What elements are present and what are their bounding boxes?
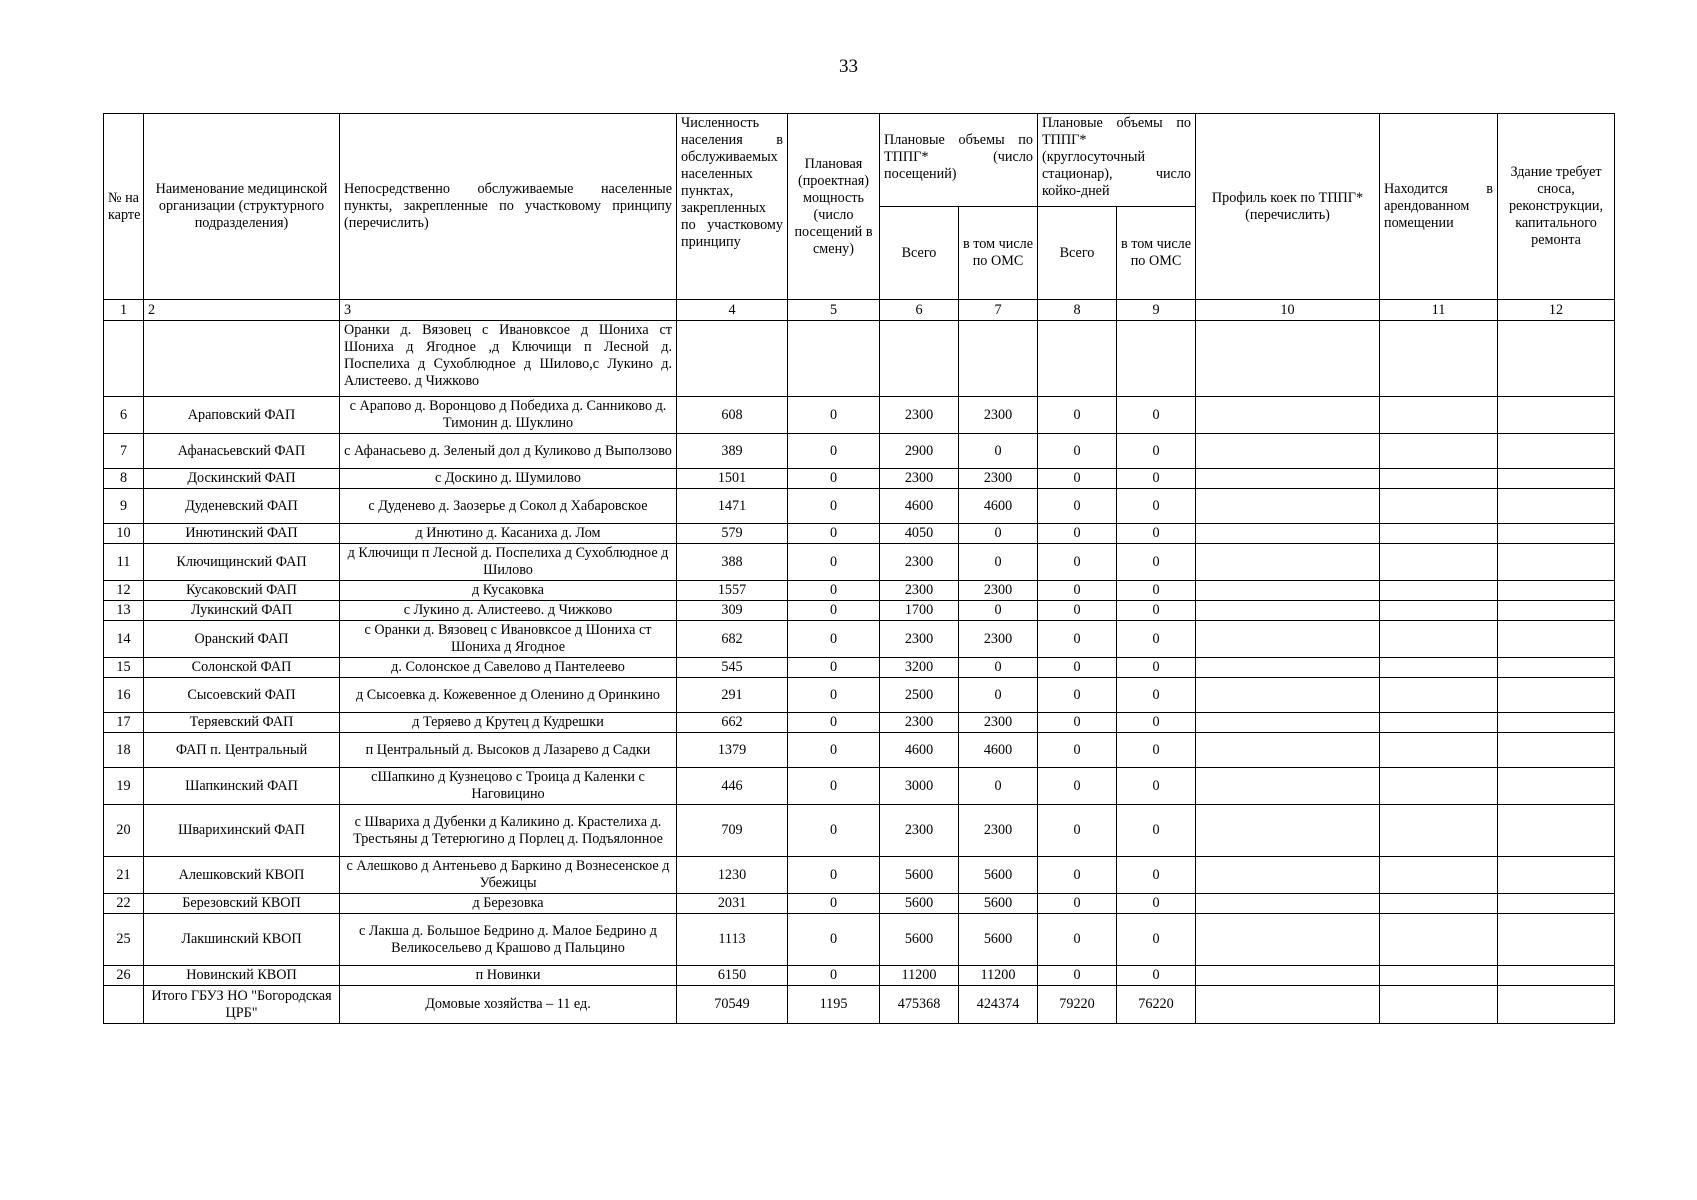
population: 388 bbox=[677, 544, 788, 581]
beds-oms: 0 bbox=[1117, 397, 1196, 434]
beds-oms: 0 bbox=[1117, 621, 1196, 658]
empty-cell bbox=[1498, 768, 1615, 805]
row-number: 7 bbox=[104, 434, 144, 469]
beds-oms: 0 bbox=[1117, 658, 1196, 678]
beds-oms: 0 bbox=[1117, 489, 1196, 524]
row-number: 17 bbox=[104, 713, 144, 733]
planned-capacity: 0 bbox=[788, 397, 880, 434]
beds-oms: 0 bbox=[1117, 469, 1196, 489]
header-col12: Здание требует сноса, реконструкции, капитального ремонта bbox=[1498, 114, 1615, 300]
settlements: с Афанасьево д. Зеленый дол д Куликово д Выползово bbox=[340, 434, 677, 469]
column-numbers-row bbox=[104, 300, 1615, 321]
visits-total: 2300 bbox=[880, 469, 959, 489]
col-number: 7 bbox=[959, 300, 1038, 321]
beds-oms: 0 bbox=[1117, 894, 1196, 914]
row-number: 8 bbox=[104, 469, 144, 489]
beds-oms: 0 bbox=[1117, 768, 1196, 805]
settlements: д Кусаковка bbox=[340, 581, 677, 601]
empty-cell bbox=[1196, 434, 1380, 469]
planned-capacity: 0 bbox=[788, 469, 880, 489]
visits-total: 5600 bbox=[880, 914, 959, 966]
beds-total: 0 bbox=[1038, 397, 1117, 434]
header-col10: Профиль коек по ТППГ* (перечислить) bbox=[1196, 114, 1380, 300]
continuation-settlements: Оранки д. Вязовец с Ивановксое д Шониха ст Шониха д Ягодное ,д Ключищи п Лесной д. Поспелиха д Сухоблюдное д Шилово,с Лукино д. Алистеево. д Чижково bbox=[340, 321, 677, 397]
facility-name: Теряевский ФАП bbox=[144, 713, 340, 733]
empty-cell bbox=[1196, 678, 1380, 713]
empty-cell bbox=[1196, 621, 1380, 658]
facility-name: ФАП п. Центральный bbox=[144, 733, 340, 768]
table-row bbox=[104, 434, 1615, 469]
visits-oms: 4600 bbox=[959, 733, 1038, 768]
facility-name: Новинский КВОП bbox=[144, 966, 340, 986]
visits-total: 2500 bbox=[880, 678, 959, 713]
table-row bbox=[104, 489, 1615, 524]
planned-capacity: 0 bbox=[788, 601, 880, 621]
col-number: 8 bbox=[1038, 300, 1117, 321]
row-number: 19 bbox=[104, 768, 144, 805]
settlements: с Лакша д. Большое Бедрино д. Малое Бедрино д Великосельево д Крашово д Пальцино bbox=[340, 914, 677, 966]
table-row bbox=[104, 621, 1615, 658]
visits-oms: 2300 bbox=[959, 805, 1038, 857]
empty-cell bbox=[1498, 581, 1615, 601]
page-number: 33 bbox=[839, 56, 858, 77]
planned-capacity: 0 bbox=[788, 733, 880, 768]
col-number: 1 bbox=[104, 300, 144, 321]
settlements: с Лукино д. Алистеево. д Чижково bbox=[340, 601, 677, 621]
total-beds-total: 79220 bbox=[1038, 986, 1117, 1024]
visits-oms: 0 bbox=[959, 601, 1038, 621]
empty-cell bbox=[1196, 768, 1380, 805]
table-row bbox=[104, 733, 1615, 768]
population: 1230 bbox=[677, 857, 788, 894]
beds-oms: 0 bbox=[1117, 733, 1196, 768]
population: 389 bbox=[677, 434, 788, 469]
table-row bbox=[104, 658, 1615, 678]
beds-total: 0 bbox=[1038, 894, 1117, 914]
population: 291 bbox=[677, 678, 788, 713]
total-name: Итого ГБУЗ НО "Богородская ЦРБ" bbox=[144, 986, 340, 1024]
planned-capacity: 0 bbox=[788, 768, 880, 805]
row-number: 21 bbox=[104, 857, 144, 894]
empty-cell bbox=[1380, 469, 1498, 489]
settlements: с Швариха д Дубенки д Каликино д. Крастелиха д. Трестьяны д Тетерюгино д Порлец д. Подъялонное bbox=[340, 805, 677, 857]
beds-total: 0 bbox=[1038, 966, 1117, 986]
beds-oms: 0 bbox=[1117, 581, 1196, 601]
settlements: с Дуденево д. Заозерье д Сокол д Хабаровское bbox=[340, 489, 677, 524]
row-number: 11 bbox=[104, 544, 144, 581]
beds-oms: 0 bbox=[1117, 857, 1196, 894]
facility-name: Инютинский ФАП bbox=[144, 524, 340, 544]
total-visits-oms: 424374 bbox=[959, 986, 1038, 1024]
planned-capacity: 0 bbox=[788, 966, 880, 986]
header-beds-oms: в том числе по ОМС bbox=[1117, 207, 1196, 300]
population: 709 bbox=[677, 805, 788, 857]
empty-cell bbox=[1498, 966, 1615, 986]
visits-oms: 5600 bbox=[959, 857, 1038, 894]
header-col4: Численность населения в обслуживаемых населенных пунктах, закрепленных по участковому принципу bbox=[677, 114, 788, 300]
planned-capacity: 0 bbox=[788, 713, 880, 733]
col-number: 9 bbox=[1117, 300, 1196, 321]
empty-cell bbox=[1380, 434, 1498, 469]
row-number: 15 bbox=[104, 658, 144, 678]
settlements: п Центральный д. Высоков д Лазарево д Садки bbox=[340, 733, 677, 768]
header-col11: Находится в арендованном помещении bbox=[1380, 114, 1498, 300]
total-capacity: 1195 bbox=[788, 986, 880, 1024]
row-number: 6 bbox=[104, 397, 144, 434]
table-row bbox=[104, 857, 1615, 894]
empty-cell bbox=[1498, 805, 1615, 857]
total-row bbox=[104, 986, 1615, 1024]
settlements: с Арапово д. Воронцово д Победиха д. Санниково д. Тимонин д. Шуклино bbox=[340, 397, 677, 434]
population: 2031 bbox=[677, 894, 788, 914]
facility-name: Солонской ФАП bbox=[144, 658, 340, 678]
col-number: 5 bbox=[788, 300, 880, 321]
beds-total: 0 bbox=[1038, 805, 1117, 857]
visits-total: 3000 bbox=[880, 768, 959, 805]
row-number: 12 bbox=[104, 581, 144, 601]
settlements: с Алешково д Антеньево д Баркино д Вознесенское д Убежицы bbox=[340, 857, 677, 894]
empty-cell bbox=[1380, 894, 1498, 914]
beds-total: 0 bbox=[1038, 678, 1117, 713]
facility-name: Сысоевский ФАП bbox=[144, 678, 340, 713]
beds-total: 0 bbox=[1038, 489, 1117, 524]
empty-cell bbox=[1196, 524, 1380, 544]
col-number: 12 bbox=[1498, 300, 1615, 321]
visits-total: 3200 bbox=[880, 658, 959, 678]
col-number: 3 bbox=[340, 300, 677, 321]
beds-total: 0 bbox=[1038, 581, 1117, 601]
settlements: д Теряево д Крутец д Кудрешки bbox=[340, 713, 677, 733]
row-number: 20 bbox=[104, 805, 144, 857]
empty-cell bbox=[1380, 966, 1498, 986]
visits-total: 2300 bbox=[880, 713, 959, 733]
planned-capacity: 0 bbox=[788, 581, 880, 601]
continuation-row bbox=[104, 321, 1615, 397]
population: 545 bbox=[677, 658, 788, 678]
empty-cell bbox=[1380, 678, 1498, 713]
planned-capacity: 0 bbox=[788, 489, 880, 524]
empty-cell bbox=[1498, 434, 1615, 469]
visits-oms: 0 bbox=[959, 544, 1038, 581]
empty-cell bbox=[1380, 524, 1498, 544]
empty-cell bbox=[1196, 857, 1380, 894]
table-row bbox=[104, 678, 1615, 713]
beds-total: 0 bbox=[1038, 857, 1117, 894]
visits-total: 4600 bbox=[880, 489, 959, 524]
beds-total: 0 bbox=[1038, 713, 1117, 733]
settlements: д. Солонское д Савелово д Пантелеево bbox=[340, 658, 677, 678]
table-row bbox=[104, 713, 1615, 733]
planned-capacity: 0 bbox=[788, 857, 880, 894]
empty-cell bbox=[1380, 658, 1498, 678]
facility-name: Кусаковский ФАП bbox=[144, 581, 340, 601]
facility-name: Лакшинский КВОП bbox=[144, 914, 340, 966]
empty-cell bbox=[1498, 658, 1615, 678]
population: 662 bbox=[677, 713, 788, 733]
visits-oms: 11200 bbox=[959, 966, 1038, 986]
empty-cell bbox=[1196, 601, 1380, 621]
population: 1113 bbox=[677, 914, 788, 966]
total-population: 70549 bbox=[677, 986, 788, 1024]
visits-oms: 4600 bbox=[959, 489, 1038, 524]
table-row bbox=[104, 524, 1615, 544]
empty-cell bbox=[1498, 397, 1615, 434]
population: 682 bbox=[677, 621, 788, 658]
empty-cell bbox=[1380, 544, 1498, 581]
table-row bbox=[104, 966, 1615, 986]
facility-name: Дуденевский ФАП bbox=[144, 489, 340, 524]
beds-total: 0 bbox=[1038, 601, 1117, 621]
population: 608 bbox=[677, 397, 788, 434]
facility-name: Афанасьевский ФАП bbox=[144, 434, 340, 469]
facility-name: Ключищинский ФАП bbox=[144, 544, 340, 581]
beds-total: 0 bbox=[1038, 524, 1117, 544]
header-beds-total: Всего bbox=[1038, 207, 1117, 300]
table-row bbox=[104, 469, 1615, 489]
visits-total: 2300 bbox=[880, 544, 959, 581]
col-number: 4 bbox=[677, 300, 788, 321]
empty-cell bbox=[1498, 678, 1615, 713]
empty-cell bbox=[1498, 894, 1615, 914]
visits-total: 11200 bbox=[880, 966, 959, 986]
beds-total: 0 bbox=[1038, 469, 1117, 489]
empty-cell bbox=[1196, 805, 1380, 857]
facilities-table bbox=[103, 113, 1615, 1024]
beds-total: 0 bbox=[1038, 733, 1117, 768]
visits-oms: 2300 bbox=[959, 621, 1038, 658]
settlements: с Оранки д. Вязовец с Ивановксое д Шониха ст Шониха д Ягодное bbox=[340, 621, 677, 658]
beds-total: 0 bbox=[1038, 658, 1117, 678]
beds-oms: 0 bbox=[1117, 544, 1196, 581]
empty-cell bbox=[1196, 733, 1380, 768]
population: 579 bbox=[677, 524, 788, 544]
facility-name: Березовский КВОП bbox=[144, 894, 340, 914]
table-row bbox=[104, 768, 1615, 805]
empty-cell bbox=[1196, 894, 1380, 914]
settlements: д Инютино д. Касаниха д. Лом bbox=[340, 524, 677, 544]
header-col5: Плановая (проектная) мощность (число посещений в смену) bbox=[788, 114, 880, 300]
facility-name: Шварихинский ФАП bbox=[144, 805, 340, 857]
empty-cell bbox=[1498, 524, 1615, 544]
row-number: 26 bbox=[104, 966, 144, 986]
visits-total: 1700 bbox=[880, 601, 959, 621]
planned-capacity: 0 bbox=[788, 658, 880, 678]
empty-cell bbox=[1196, 544, 1380, 581]
empty-cell bbox=[1196, 581, 1380, 601]
beds-oms: 0 bbox=[1117, 914, 1196, 966]
total-settlements: Домовые хозяйства – 11 ед. bbox=[340, 986, 677, 1024]
table-row bbox=[104, 601, 1615, 621]
empty-cell bbox=[1498, 733, 1615, 768]
empty-cell bbox=[1380, 621, 1498, 658]
visits-oms: 2300 bbox=[959, 713, 1038, 733]
empty-cell bbox=[1380, 397, 1498, 434]
row-number: 14 bbox=[104, 621, 144, 658]
empty-cell bbox=[1498, 621, 1615, 658]
planned-capacity: 0 bbox=[788, 894, 880, 914]
empty-cell bbox=[1196, 489, 1380, 524]
facility-name: Алешковский КВОП bbox=[144, 857, 340, 894]
facility-name: Доскинский ФАП bbox=[144, 469, 340, 489]
visits-total: 5600 bbox=[880, 894, 959, 914]
empty-cell bbox=[1498, 489, 1615, 524]
empty-cell bbox=[1196, 397, 1380, 434]
empty-cell bbox=[1498, 469, 1615, 489]
row-number: 13 bbox=[104, 601, 144, 621]
planned-capacity: 0 bbox=[788, 524, 880, 544]
table-row bbox=[104, 894, 1615, 914]
table-row bbox=[104, 581, 1615, 601]
settlements: д Сысоевка д. Кожевенное д Оленино д Оринкино bbox=[340, 678, 677, 713]
planned-capacity: 0 bbox=[788, 805, 880, 857]
table-row bbox=[104, 544, 1615, 581]
empty-cell bbox=[1498, 544, 1615, 581]
visits-total: 4050 bbox=[880, 524, 959, 544]
col-number: 11 bbox=[1380, 300, 1498, 321]
header-col89: Плановые объемы по ТППГ* (круглосуточный стационар), число койко-дней bbox=[1038, 114, 1196, 207]
planned-capacity: 0 bbox=[788, 434, 880, 469]
empty-cell bbox=[1380, 805, 1498, 857]
header-visits-oms: в том числе по ОМС bbox=[959, 207, 1038, 300]
visits-oms: 0 bbox=[959, 678, 1038, 713]
header-col1: № на карте bbox=[104, 114, 144, 300]
facility-name: Шапкинский ФАП bbox=[144, 768, 340, 805]
empty-cell bbox=[1380, 601, 1498, 621]
planned-capacity: 0 bbox=[788, 678, 880, 713]
visits-oms: 0 bbox=[959, 768, 1038, 805]
total-visits-total: 475368 bbox=[880, 986, 959, 1024]
beds-total: 0 bbox=[1038, 434, 1117, 469]
population: 1501 bbox=[677, 469, 788, 489]
empty-cell bbox=[1196, 713, 1380, 733]
facility-name: Лукинский ФАП bbox=[144, 601, 340, 621]
visits-oms: 2300 bbox=[959, 469, 1038, 489]
visits-oms: 5600 bbox=[959, 914, 1038, 966]
visits-oms: 2300 bbox=[959, 581, 1038, 601]
header-visits-total: Всего bbox=[880, 207, 959, 300]
visits-total: 4600 bbox=[880, 733, 959, 768]
header-col3: Непосредственно обслуживаемые населенные пункты, закрепленные по участковому принципу (перечислить) bbox=[340, 114, 677, 300]
col-number: 10 bbox=[1196, 300, 1380, 321]
visits-total: 2300 bbox=[880, 397, 959, 434]
visits-total: 5600 bbox=[880, 857, 959, 894]
visits-total: 2300 bbox=[880, 581, 959, 601]
planned-capacity: 0 bbox=[788, 544, 880, 581]
settlements: п Новинки bbox=[340, 966, 677, 986]
beds-total: 0 bbox=[1038, 768, 1117, 805]
visits-oms: 0 bbox=[959, 658, 1038, 678]
visits-total: 2300 bbox=[880, 621, 959, 658]
empty-cell bbox=[1498, 713, 1615, 733]
row-number: 18 bbox=[104, 733, 144, 768]
empty-cell bbox=[1196, 914, 1380, 966]
empty-cell bbox=[1380, 581, 1498, 601]
empty-cell bbox=[1196, 658, 1380, 678]
empty-cell bbox=[1498, 857, 1615, 894]
visits-total: 2900 bbox=[880, 434, 959, 469]
table-row bbox=[104, 397, 1615, 434]
planned-capacity: 0 bbox=[788, 914, 880, 966]
empty-cell bbox=[1498, 914, 1615, 966]
row-number: 16 bbox=[104, 678, 144, 713]
header-col67: Плановые объемы по ТППГ* (число посещений) bbox=[880, 114, 1038, 207]
visits-oms: 2300 bbox=[959, 397, 1038, 434]
table-row bbox=[104, 914, 1615, 966]
col-number: 2 bbox=[144, 300, 340, 321]
beds-oms: 0 bbox=[1117, 601, 1196, 621]
settlements: сШапкино д Кузнецово с Троица д Каленки с Наговицино bbox=[340, 768, 677, 805]
row-number: 9 bbox=[104, 489, 144, 524]
empty-cell bbox=[1380, 914, 1498, 966]
facility-name: Оранский ФАП bbox=[144, 621, 340, 658]
population: 446 bbox=[677, 768, 788, 805]
settlements: с Доскино д. Шумилово bbox=[340, 469, 677, 489]
visits-oms: 0 bbox=[959, 524, 1038, 544]
population: 1471 bbox=[677, 489, 788, 524]
header-row bbox=[104, 114, 1615, 207]
empty-cell bbox=[1498, 601, 1615, 621]
visits-oms: 0 bbox=[959, 434, 1038, 469]
beds-oms: 0 bbox=[1117, 805, 1196, 857]
empty-cell bbox=[1380, 713, 1498, 733]
population: 6150 bbox=[677, 966, 788, 986]
total-beds-oms: 76220 bbox=[1117, 986, 1196, 1024]
table-row bbox=[104, 805, 1615, 857]
settlements: д Березовка bbox=[340, 894, 677, 914]
empty-cell bbox=[1196, 469, 1380, 489]
population: 309 bbox=[677, 601, 788, 621]
empty-cell bbox=[1380, 489, 1498, 524]
population: 1379 bbox=[677, 733, 788, 768]
settlements: д Ключищи п Лесной д. Поспелиха д Сухоблюдное д Шилово bbox=[340, 544, 677, 581]
row-number: 25 bbox=[104, 914, 144, 966]
beds-oms: 0 bbox=[1117, 966, 1196, 986]
beds-oms: 0 bbox=[1117, 434, 1196, 469]
beds-oms: 0 bbox=[1117, 524, 1196, 544]
beds-oms: 0 bbox=[1117, 713, 1196, 733]
empty-cell bbox=[1196, 966, 1380, 986]
beds-total: 0 bbox=[1038, 544, 1117, 581]
beds-total: 0 bbox=[1038, 914, 1117, 966]
row-number: 10 bbox=[104, 524, 144, 544]
empty-cell bbox=[1380, 768, 1498, 805]
empty-cell bbox=[1380, 733, 1498, 768]
beds-total: 0 bbox=[1038, 621, 1117, 658]
col-number: 6 bbox=[880, 300, 959, 321]
header-col2: Наименование медицинской организации (структурного подразделения) bbox=[144, 114, 340, 300]
visits-oms: 5600 bbox=[959, 894, 1038, 914]
visits-total: 2300 bbox=[880, 805, 959, 857]
beds-oms: 0 bbox=[1117, 678, 1196, 713]
planned-capacity: 0 bbox=[788, 621, 880, 658]
empty-cell bbox=[1380, 857, 1498, 894]
facility-name: Араповский ФАП bbox=[144, 397, 340, 434]
row-number: 22 bbox=[104, 894, 144, 914]
population: 1557 bbox=[677, 581, 788, 601]
